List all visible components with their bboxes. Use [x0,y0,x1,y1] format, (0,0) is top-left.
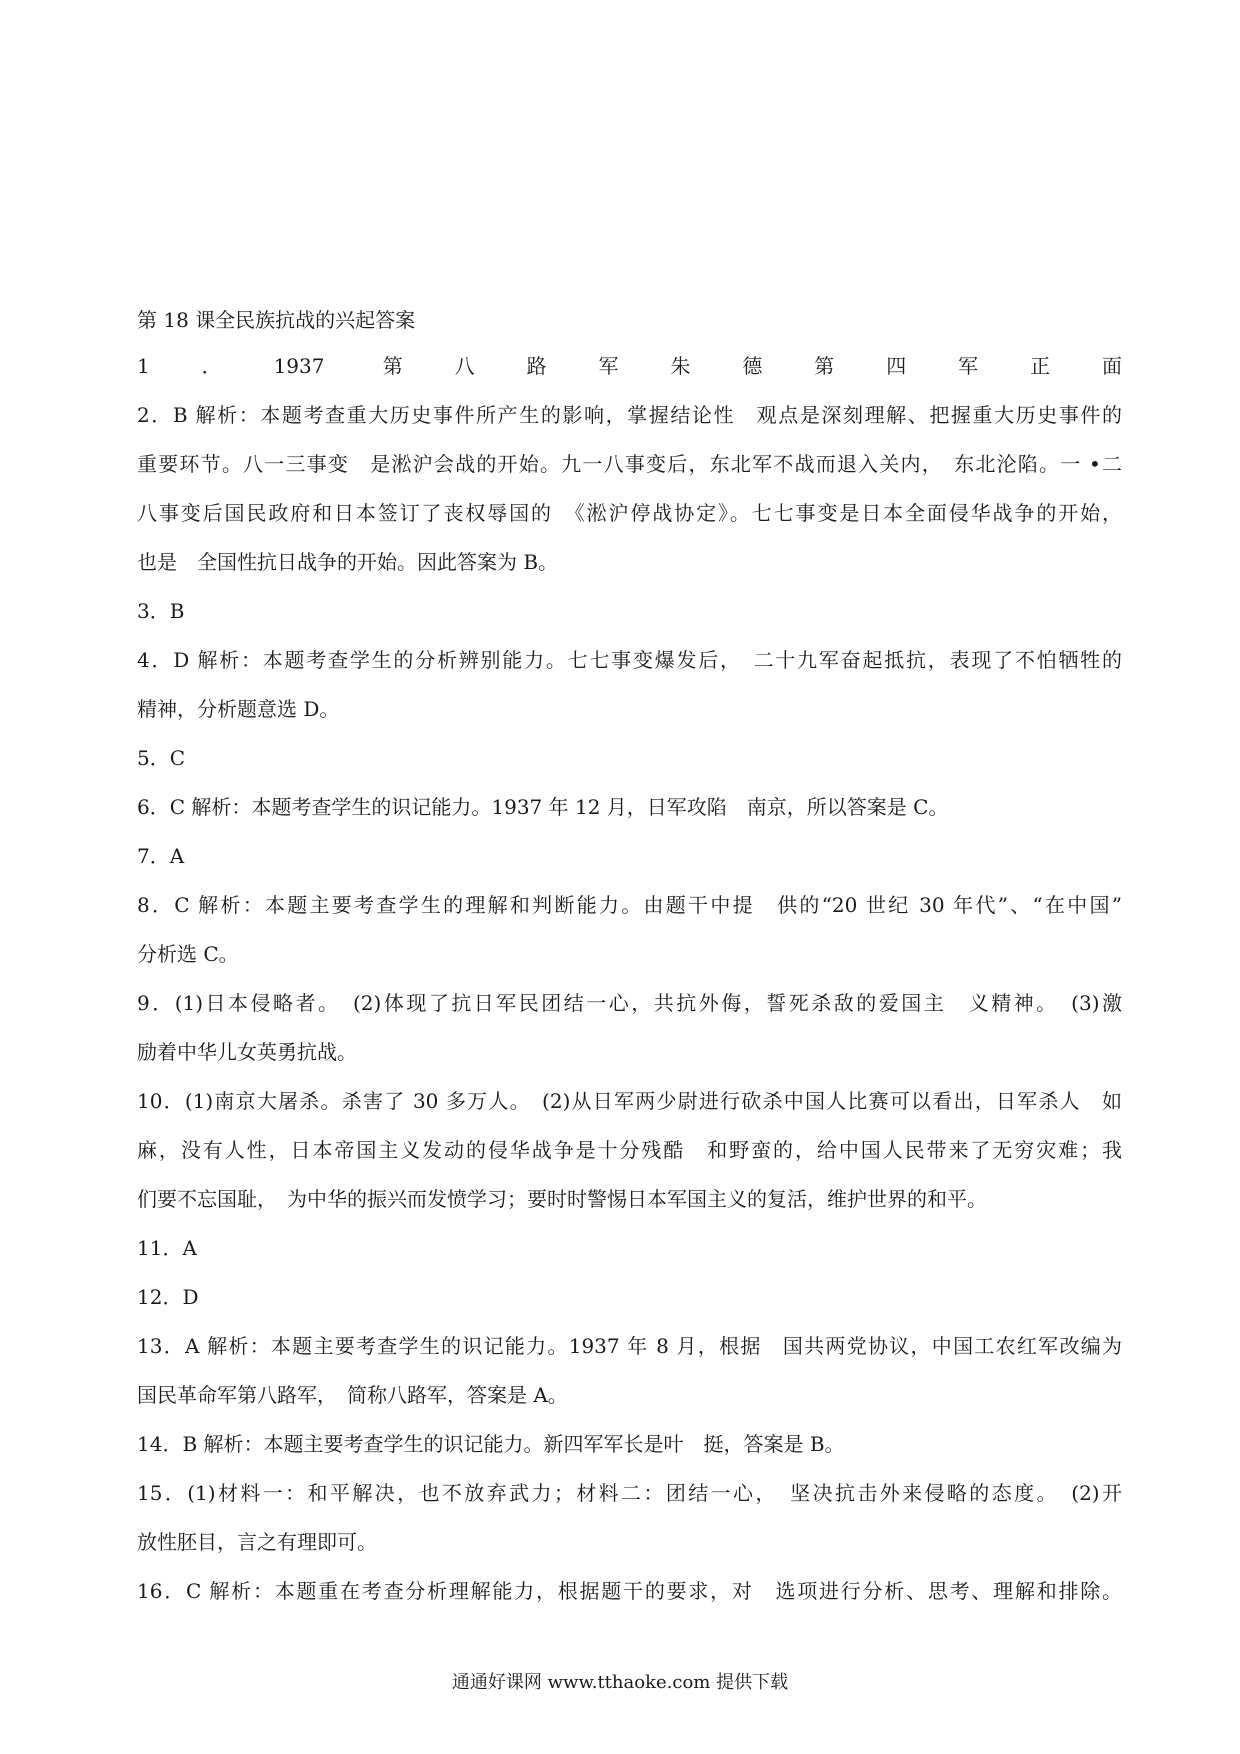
answer-line: 精神，分析题意选 D。 [137,697,340,721]
answer-line: 重要环节。八一三事变 是淞沪会战的开始。九一八事变后，东北军不战而退入关内， 东北沦陷。一 •二 [137,452,1122,476]
answer-line: 们要不忘国耻， 为中华的振兴而发愤学习；要时时警惕日本军国主义的复活，维护世界的和平。 [137,1187,987,1211]
answer-line: 2．B 解析：本题考查重大历史事件所产生的影响，掌握结论性 观点是深刻理解、把握重大历史事件的 [137,403,1122,427]
answer-line: 10．(1)南京大屠杀。杀害了 30 多万人。 (2)从日军两少尉进行砍杀中国人比赛可以看出，日军杀人 如 [137,1089,1122,1113]
answer-line: 也是 全国性抗日战争的开始。因此答案为 B。 [137,550,559,574]
document-title: 第 18 课全民族抗战的兴起答案 [137,308,416,332]
answer-line: 15．(1)材料一：和平解决，也不放弃武力；材料二：团结一心， 坚决抗击外来侵略的态度。 (2)开 [137,1481,1122,1505]
answer-line: 11．A [137,1236,197,1260]
answer-line: 4．D 解析：本题考查学生的分析辨别能力。七七事变爆发后， 二十九军奋起抵抗，表现了不怕牺牲的 [137,648,1122,672]
answer-line: 分析选 C。 [137,942,239,966]
answer-line: 八事变后国民政府和日本签订了丧权辱国的 《淞沪停战协定》。七七事变是日本全面侵华战争的开始， [137,501,1122,525]
answer-line: 国民革命军第八路军， 简称八路军，答案是 A。 [137,1383,568,1407]
answer-line: 12．D [137,1285,199,1309]
answer-line: 放性胚目，言之有理即可。 [137,1530,377,1554]
answer-line: 14．B 解析：本题主要考查学生的识记能力。新四军军长是叶 挺，答案是 B。 [137,1432,845,1456]
answer-line: 1．1937 第八路军朱德第四军正面 [137,354,1122,378]
answer-line: 16．C 解析：本题重在考查分析理解能力，根据题干的要求，对 选项进行分析、思考、理解和排除。 [137,1579,1122,1603]
footer-credit: 通通好课网 www.tthaoke.com 提供下载 [451,1672,789,1693]
answer-line: 麻，没有人性，日本帝国主义发动的侵华战争是十分残酷 和野蛮的，给中国人民带来了无穷灾难；我 [137,1138,1122,1162]
answer-line: 13．A 解析：本题主要考查学生的识记能力。1937 年 8 月，根据 国共两党协议，中国工农红军改编为 [137,1334,1122,1358]
answer-line: 9．(1)日本侵略者。 (2)体现了抗日军民团结一心，共抗外侮，誓死杀敌的爱国主 义精神。 (3)激 [137,991,1122,1015]
answer-line: 励着中华儿女英勇抗战。 [137,1040,357,1064]
answer-content [137,300,1122,1616]
answer-line: 7．A [137,844,185,868]
answer-line: 5．C [137,746,186,770]
answer-line: 6．C 解析：本题考查学生的识记能力。1937 年 12 月，日军攻陷 南京，所以答案是 C。 [137,795,949,819]
answer-line: 8．C 解析：本题主要考查学生的理解和判断能力。由题干中提 供的“20 世纪 30 年代”、“在中国” [137,893,1122,917]
answer-line: 3．B [137,599,185,623]
